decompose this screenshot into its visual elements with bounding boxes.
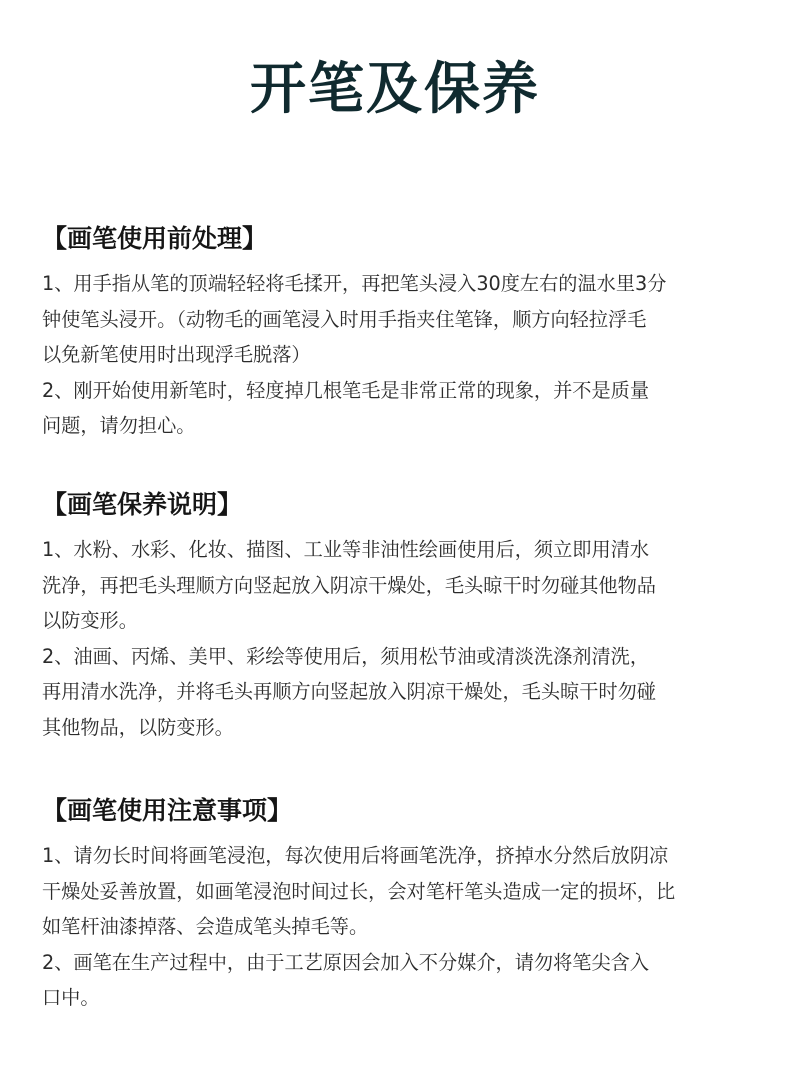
section-maintenance-instructions [42,488,762,745]
text-line: 以防变形。 [42,609,138,632]
paragraph [42,639,762,746]
text-line: 钟使笔头浸开。（动物毛的画笔浸入时用手指夹住笔锋，顺方向轻拉浮毛 [42,307,647,331]
text-line: 干燥处妥善放置，如画笔浸泡时间过长，会对笔杆笔头造成一定的损坏，比 [42,879,676,903]
paragraph [42,945,762,1016]
paragraph [42,838,762,945]
section-usage-precautions [42,794,762,1016]
text-line: 口中。 [42,986,100,1009]
paragraph [42,532,762,639]
paragraph [42,373,762,444]
section-heading: 【画笔使用注意事项】 [42,796,293,825]
text-line: 2、油画、丙烯、美甲、彩绘等使用后，须用松节油或清淡洗涤剂清洗， [42,644,650,668]
text-line: 1、用手指从笔的顶端轻轻将毛揉开，再把笔头浸入30度左右的温水里3分 [42,272,667,295]
paragraph [42,266,762,373]
text-line: 再用清水洗净，并将毛头再顺方向竖起放入阴凉干燥处，毛头晾干时勿碰 [42,680,656,703]
text-line: 1、请勿长时间将画笔浸泡，每次使用后将画笔洗净，挤掉水分然后放阴凉 [42,844,669,867]
text-line: 洗净，再把毛头理顺方向竖起放入阴凉干燥处，毛头晾干时勿碰其他物品 [42,573,656,597]
text-line: 问题，请勿担心。 [42,414,196,437]
text-line: 1、水粉、水彩、化妆、描图、工业等非油性绘画使用后，须立即用清水 [42,538,650,561]
text-line: 2、刚开始使用新笔时，轻度掉几根笔毛是非常正常的现象，并不是质量 [42,378,650,402]
text-line: 其他物品，以防变形。 [42,715,234,739]
section-heading: 【画笔保养说明】 [42,490,243,519]
text-line: 如笔杆油漆掉落、会造成笔头掉毛等。 [42,915,369,938]
section-heading: 【画笔使用前处理】 [42,224,268,253]
section-pre-use-treatment [42,222,762,444]
text-line: 2、画笔在生产过程中，由于工艺原因会加入不分媒介，请勿将笔尖含入 [42,950,650,974]
text-line: 以免新笔使用时出现浮毛脱落） [42,343,311,366]
page-title: 开笔及保养 [250,57,540,122]
